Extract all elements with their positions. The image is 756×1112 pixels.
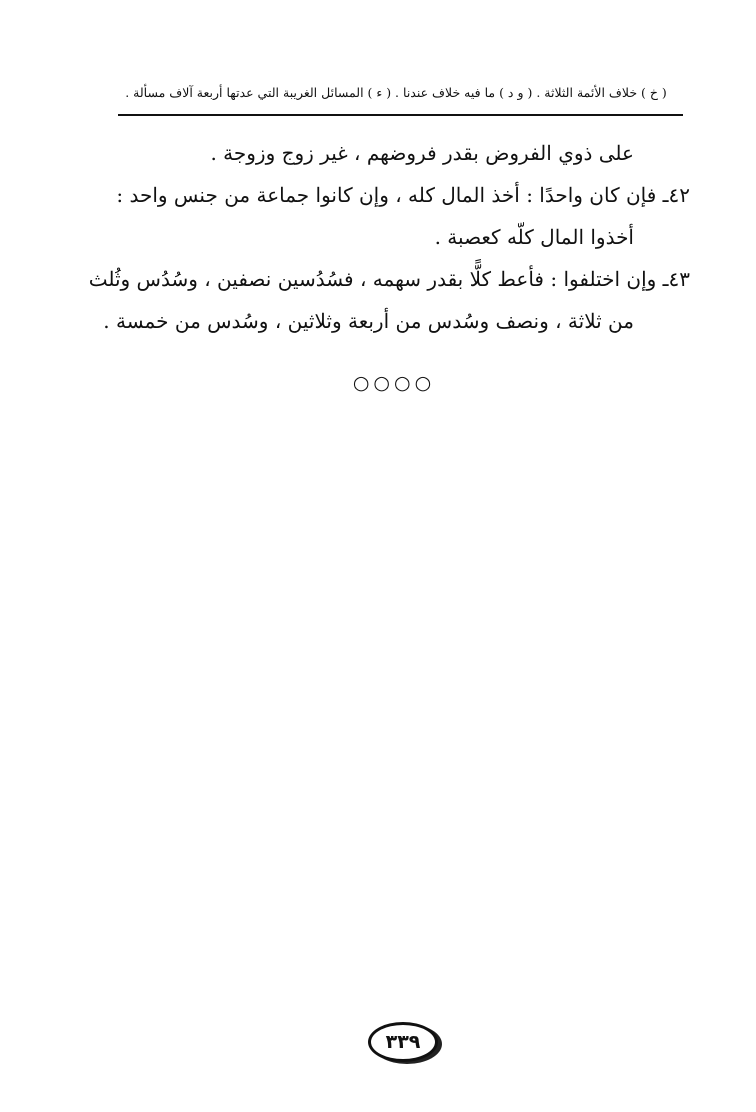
page-number-text: ٣٣٩: [385, 1031, 421, 1053]
body-line-4: ٤٣ـ وإن اختلفوا : فأعط كلًّا بقدر سهمه ، فسُدُسين نصفين ، وسُدُس وثُلث: [88, 267, 690, 291]
page-body: [88, 132, 690, 342]
running-header: ( خ ) خلاف الأئمة الثلاثة . ( و د ) ما فيه خلاف عندنا . ( ء ) المسائل الغريبة التي عدتها أربعة آلاف مسألة .: [125, 85, 667, 100]
header-divider: [118, 114, 683, 116]
body-line-2: ٤٢ـ فإن كان واحدًا : أخذ المال كله ، وإن كانوا جماعة من جنس واحد :: [116, 183, 690, 207]
body-line-1: على ذوي الفروض بقدر فروضهم ، غير زوج وزوجة .: [210, 141, 634, 165]
body-line-5: من ثلاثة ، ونصف وسُدس من أربعة وثلاثين ، وسُدس من خمسة .: [103, 309, 634, 333]
body-line-3: أخذوا المال كلّه كعصبة .: [434, 225, 634, 249]
section-separator: ○○○○: [352, 372, 436, 394]
page-number: [368, 1022, 444, 1064]
page-number-frame: [368, 1022, 438, 1062]
